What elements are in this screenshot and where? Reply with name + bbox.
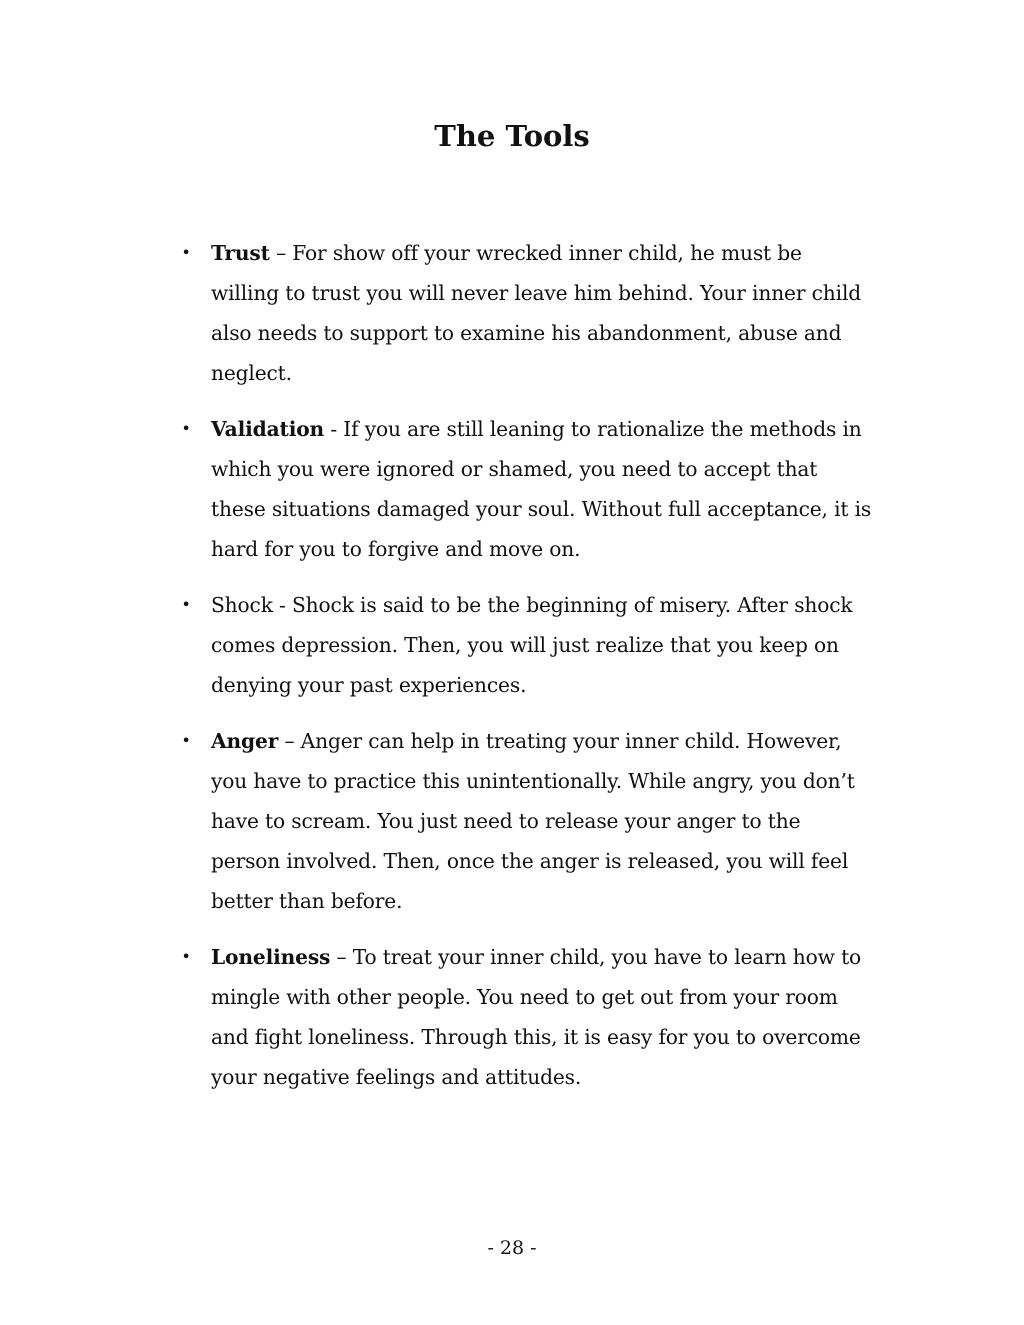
- separator: -: [272, 593, 292, 617]
- separator: -: [324, 417, 344, 441]
- list-item-validation: [181, 409, 875, 569]
- term-loneliness: Loneliness: [211, 945, 331, 969]
- separator: –: [269, 241, 293, 265]
- separator: –: [278, 729, 301, 753]
- term-anger: Anger: [211, 729, 279, 753]
- item-text: If you are still leaning to rationalize the methods in which you were ignored or shamed, you need to accept that these situations damaged your soul. Without full acceptance, it is hard for you to forgive and move on.: [211, 417, 872, 561]
- page-number: - 28 -: [487, 1237, 537, 1259]
- list-item-anger: [181, 721, 875, 921]
- separator: –: [330, 945, 353, 969]
- list-item-loneliness: [181, 937, 875, 1097]
- list-item-shock: [181, 585, 875, 705]
- item-text: Shock is said to be the beginning of misery. After shock comes depression. Then, you will just realize that you keep on denying your past experiences.: [211, 593, 853, 697]
- bullet-icon: •: [181, 947, 191, 966]
- bullet-icon: •: [181, 419, 191, 438]
- page-title: The Tools: [434, 119, 590, 153]
- bullet-icon: •: [181, 243, 191, 262]
- term-trust: Trust: [211, 241, 270, 265]
- bullet-icon: •: [181, 595, 191, 614]
- item-text: To treat your inner child, you have to learn how to mingle with other people. You need to get out from your room and fight loneliness. Through this, it is easy for you to overcome your negative feelings and attitudes.: [211, 945, 862, 1089]
- item-text: For show off your wrecked inner child, he must be willing to trust you will never leave him behind. Your inner child also needs to support to examine his abandonment, abuse and neglect.: [211, 241, 862, 385]
- list-item-trust: [181, 233, 875, 393]
- bullet-icon: •: [181, 731, 191, 750]
- term-validation: Validation: [211, 417, 325, 441]
- tools-list: [181, 233, 875, 1113]
- item-text: Anger can help in treating your inner child. However, you have to practice this unintentionally. While angry, you don’t have to scream. You just need to release your anger to the person involved. Then, once the anger is released, you will feel better than before.: [211, 729, 855, 913]
- term-shock: Shock: [211, 593, 273, 617]
